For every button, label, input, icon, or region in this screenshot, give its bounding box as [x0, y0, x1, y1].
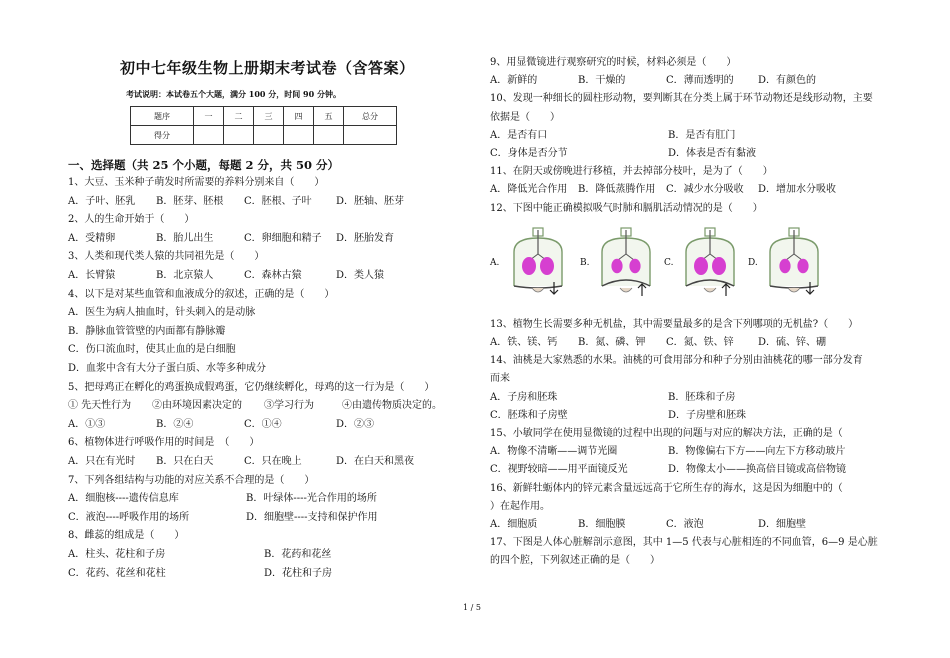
right-balloon-lung	[712, 257, 726, 275]
answer-option[interactable]: B．降低蒸腾作用	[578, 184, 656, 196]
question-stem-continued: 的四个腔，下列叙述正确的是（ ）	[490, 555, 660, 567]
answer-option[interactable]: D．血浆中含有大分子蛋白质、水等多种成分	[68, 363, 267, 374]
column-divider	[476, 0, 477, 600]
score-input-cell[interactable]	[314, 126, 344, 145]
answer-option[interactable]: A．①③	[68, 418, 106, 430]
page-number: 1 / 5	[463, 603, 481, 612]
answer-option[interactable]: B．干燥的	[578, 75, 626, 87]
question-stem: 14、油桃是大家熟悉的水果。油桃的可食用部分和种子分别由油桃花的哪一部分发育	[490, 355, 863, 367]
answer-option[interactable]: C．胚根、子叶	[244, 195, 312, 207]
question-stem: 15、小敏同学在使用显微镜的过程中出现的问题与对应的解决方法，正确的是（	[490, 428, 843, 439]
answer-option[interactable]: B．静脉血管管壁的内面都有静脉瓣	[68, 325, 226, 337]
answer-option[interactable]: A．子叶、胚乳	[68, 195, 136, 207]
answer-option[interactable]: C．伤口流血时，使其止血的是白细胞	[68, 344, 236, 356]
left-balloon-lung	[522, 257, 536, 275]
left-balloon-lung	[779, 259, 790, 273]
answer-option[interactable]: C．薄而透明的	[666, 75, 734, 87]
answer-option[interactable]: A．柱头、花柱和子房	[68, 549, 166, 560]
question-stem: 2、人的生命开始于（ ）	[68, 214, 195, 226]
score-cell: 总分	[344, 107, 397, 126]
score-input-cell[interactable]	[224, 126, 254, 145]
answer-option[interactable]: D．增加水分吸收	[758, 184, 837, 196]
question-stem: 1、大豆、玉米种子萌发时所需要的养料分别来自（ ）	[68, 177, 325, 188]
left-balloon-lung	[694, 257, 708, 275]
answer-option[interactable]: B．是否有肛门	[668, 129, 736, 141]
hand	[788, 288, 800, 292]
hand	[532, 288, 544, 292]
question-stem: 3、人类和现代类人猿的共同祖先是（ ）	[68, 251, 265, 263]
right-balloon-lung	[540, 257, 554, 275]
answer-option[interactable]: C．胚珠和子房壁	[490, 409, 568, 421]
answer-option[interactable]: B．细胞膜	[578, 519, 626, 530]
question-stem: 16、新鲜牡蛎体内的锌元素含量远远高于它所生存的海水，这是因为细胞中的（	[490, 482, 843, 494]
hand	[704, 288, 716, 292]
answer-option[interactable]: B．胚珠和子房	[668, 391, 736, 403]
answer-option[interactable]: A．医生为病人抽血时，针头刺入的是动脉	[68, 307, 256, 319]
left-balloon-lung	[611, 259, 622, 273]
answer-option[interactable]: D．在白天和黑夜	[336, 456, 415, 467]
score-input-cell[interactable]	[284, 126, 314, 145]
statement-item: ④由遗传物质决定的。	[342, 400, 442, 412]
score-cell: 二	[224, 107, 254, 126]
statement-item: ① 先天性行为	[68, 400, 132, 412]
answer-option[interactable]: A．铁、镁、钙	[490, 337, 558, 348]
answer-option[interactable]: B．物像偏右下方——向左下方移动玻片	[668, 446, 846, 458]
answer-option[interactable]: A．降低光合作用	[490, 184, 568, 196]
bell-jar-model-b	[590, 226, 662, 298]
answer-option[interactable]: D．有颜色的	[758, 75, 817, 87]
question-stem: 5、把母鸡正在孵化的鸡蛋换成假鸡蛋，它仍继续孵化，母鸡的这一行为是（ ）	[68, 381, 435, 393]
bell-jar-model-c	[674, 226, 746, 298]
figure-label: A.	[490, 258, 500, 268]
answer-option[interactable]: B．叶绿体----光合作用的场所	[246, 493, 377, 505]
question-stem: 9、用显微镜进行观察研究的时候，材料必须是（ ）	[490, 57, 737, 68]
answer-option[interactable]: B．胚芽、胚根	[156, 195, 224, 207]
question-stem-continued: ）在起作用。	[490, 500, 550, 512]
answer-option[interactable]: D．类人猿	[336, 270, 385, 281]
question-stem: 4、以下是对某些血管和血液成分的叙述，正确的是（ ）	[68, 288, 335, 300]
right-balloon-lung	[629, 259, 640, 273]
breathing-model-figures	[490, 226, 890, 298]
answer-option[interactable]: B．氮、磷、钾	[578, 337, 646, 348]
answer-option[interactable]: A．长臂猿	[68, 270, 116, 281]
answer-option[interactable]: A．细胞核----遗传信息库	[68, 493, 179, 505]
figure-label: C.	[664, 258, 674, 268]
score-input-cell[interactable]	[254, 126, 284, 145]
answer-option[interactable]: D．花柱和子房	[264, 567, 333, 579]
answer-option[interactable]: C．视野较暗——用平面镜反光	[490, 464, 628, 476]
right-balloon-lung	[797, 259, 808, 273]
score-cell: 三	[254, 107, 284, 126]
score-cell: 五	[314, 107, 344, 126]
question-stem: 6、植物体进行呼吸作用的时间是 （ ）	[68, 437, 260, 449]
answer-option[interactable]: A．受精卵	[68, 232, 116, 244]
answer-option[interactable]: B．花药和花丝	[264, 549, 332, 560]
score-cell: 四	[284, 107, 314, 126]
hand	[620, 288, 632, 292]
answer-option[interactable]: A．只在有光时	[68, 456, 136, 467]
score-table-score-row	[131, 126, 397, 145]
question-stem-continued: 依据是（ ）	[490, 111, 560, 123]
bell-jar-model-a	[502, 226, 574, 298]
answer-option[interactable]: A．是否有口	[490, 129, 548, 141]
answer-option[interactable]: D．胚胎发育	[336, 232, 395, 244]
question-stem-continued: 而来	[490, 373, 510, 385]
question-stem: 17、下图是人体心脏解剖示意图，其中 1—5 代表与心脏相连的不同血管，6—9 是心脏	[490, 537, 878, 549]
answer-option[interactable]: D．胚轴、胚芽	[336, 195, 405, 207]
figure-label: D.	[748, 258, 758, 268]
question-stem: 12、下图中能正确模拟吸气时肺和膈肌活动情况的是（ ）	[490, 202, 763, 214]
answer-option[interactable]: C．只在晚上	[244, 456, 302, 467]
answer-option[interactable]: C．①④	[244, 418, 282, 430]
answer-option[interactable]: C．减少水分吸收	[666, 184, 744, 196]
answer-option[interactable]: C．卵细胞和精子	[244, 232, 322, 244]
score-cell: 题序	[131, 107, 194, 126]
answer-option[interactable]: D．②③	[336, 418, 375, 430]
answer-option[interactable]: D．体表是否有黏液	[668, 148, 757, 159]
section-title: 一、选择题（共 25 个小题，每题 2 分，共 50 分）	[68, 158, 340, 172]
answer-option[interactable]: B．胎儿出生	[156, 232, 214, 244]
answer-option[interactable]: C．氮、铁、锌	[666, 337, 734, 348]
answer-option[interactable]: A．新鲜的	[490, 75, 538, 87]
statement-item: ③学习行为	[264, 400, 314, 412]
rubber-diaphragm	[514, 286, 562, 288]
answer-option[interactable]: C．身体是否分节	[490, 148, 568, 159]
answer-option[interactable]: D．细胞壁	[758, 519, 807, 530]
answer-option[interactable]: D．细胞壁----支持和保护作用	[246, 511, 378, 523]
score-table	[130, 106, 397, 145]
answer-option[interactable]: B．②④	[156, 418, 194, 430]
question-stem: 8、雌蕊的组成是（ ）	[68, 530, 185, 542]
score-cell: 一	[194, 107, 224, 126]
score-table-header-row	[131, 107, 397, 126]
answer-option[interactable]: D．物像太小——换高倍目镜或高倍物镜	[668, 464, 847, 476]
answer-option[interactable]: D．子房壁和胚珠	[668, 409, 747, 421]
answer-option[interactable]: C．液泡----呼吸作用的场所	[68, 511, 190, 523]
score-input-cell[interactable]	[194, 126, 224, 145]
score-cell: 得分	[131, 126, 194, 145]
question-stem: 13、植物生长需要多种无机盐，其中需要量最多的是含下列哪项的无机盐?（ ）	[490, 318, 859, 330]
answer-option[interactable]: C．花药、花丝和花柱	[68, 567, 166, 579]
answer-option[interactable]: A．子房和胚珠	[490, 391, 558, 403]
answer-option[interactable]: C．森林古猿	[244, 270, 302, 281]
answer-option[interactable]: C．液泡	[666, 519, 704, 530]
score-input-cell[interactable]	[344, 126, 397, 145]
figure-label: B.	[580, 258, 590, 268]
rubber-diaphragm	[770, 286, 818, 288]
question-stem: 7、下列各组结构与功能的对应关系不合理的是（ ）	[68, 474, 315, 486]
answer-option[interactable]: D．硫、锌、硼	[758, 337, 827, 348]
answer-option[interactable]: B．北京猿人	[156, 270, 214, 281]
exam-note: 考试说明：本试卷五个大题，满分 100 分，时间 90 分钟。	[126, 89, 341, 99]
question-stem: 11、在阴天或傍晚进行移植，并去掉部分枝叶，是为了（ ）	[490, 166, 773, 178]
answer-option[interactable]: A．物像不清晰——调节光圈	[490, 446, 618, 458]
answer-option[interactable]: A．细胞质	[490, 519, 538, 530]
page-title: 初中七年级生物上册期末考试卷（含答案）	[120, 59, 415, 77]
statement-item: ②由环境因素决定的	[152, 400, 242, 412]
question-stem: 10、发现一种细长的圆柱形动物，要判断其在分类上属于环节动物还是线形动物，主要	[490, 93, 873, 105]
answer-option[interactable]: B．只在白天	[156, 456, 214, 467]
bell-jar-model-d	[758, 226, 830, 298]
